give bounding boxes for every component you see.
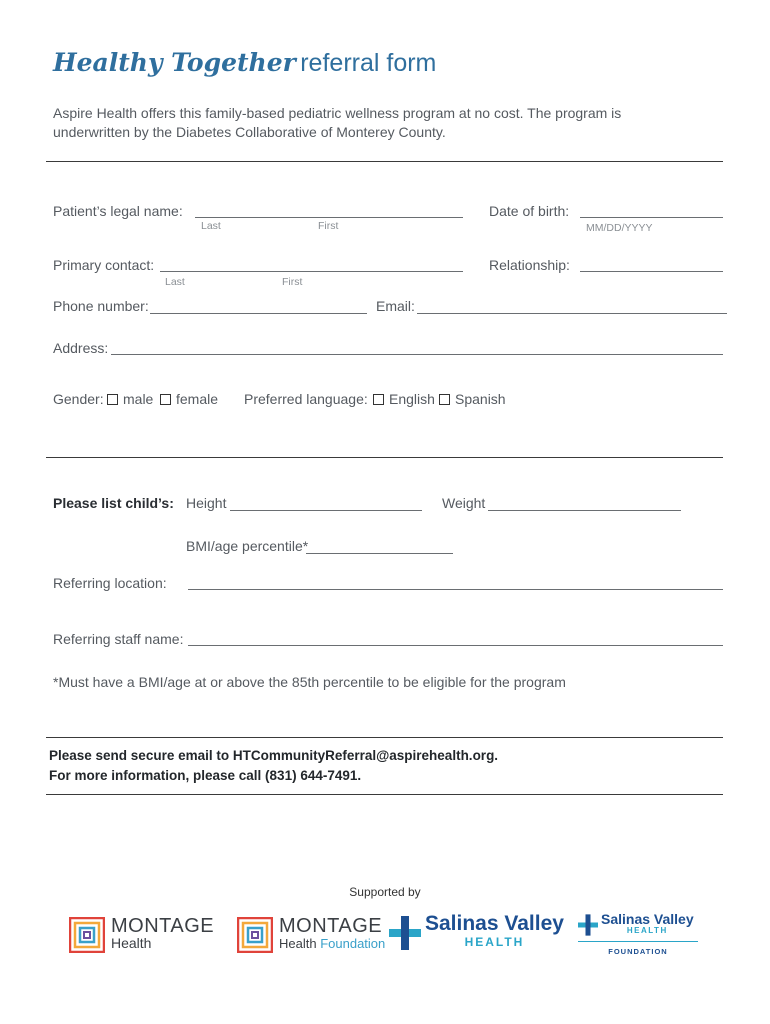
montage-health-logo — [69, 917, 214, 953]
email-field[interactable] — [417, 313, 727, 314]
gender-label: Gender: — [53, 391, 104, 407]
male-checkbox[interactable] — [107, 394, 118, 405]
phone-label: Phone number: — [53, 298, 149, 314]
montage-name: MONTAGE — [279, 915, 383, 937]
supported-by: Supported by — [349, 885, 421, 899]
english-label: English — [389, 391, 435, 407]
contact-last-hint: Last — [165, 276, 185, 288]
spanish-label: Spanish — [455, 391, 506, 407]
plus-cross-icon — [389, 916, 421, 950]
referring-location-label: Referring location: — [53, 575, 167, 591]
montage-foundation: Foundation — [320, 936, 386, 951]
bmi-field[interactable] — [306, 553, 453, 554]
referring-staff-label: Referring staff name: — [53, 631, 184, 647]
svh-name: Salinas Valley — [425, 912, 564, 935]
dob-field[interactable] — [580, 217, 723, 218]
email-instruction: Please send secure email to HTCommunityReferral@aspirehealth.org. — [49, 748, 499, 763]
referring-location-field[interactable] — [188, 589, 723, 590]
divider — [46, 457, 723, 458]
contact-info — [49, 746, 498, 786]
dob-label: Date of birth: — [489, 203, 570, 219]
phone-instruction: For more information, please call (831) 644-7491. — [49, 768, 362, 783]
primary-contact-field[interactable] — [160, 271, 463, 272]
montage-square-icon — [237, 917, 273, 953]
relationship-field[interactable] — [580, 271, 723, 272]
spanish-checkbox[interactable] — [439, 394, 450, 405]
male-label: male — [123, 391, 154, 407]
salinas-valley-foundation-logo — [578, 913, 698, 956]
child-list-label: Please list child’s: — [53, 495, 174, 511]
divider — [46, 794, 723, 795]
montage-name: MONTAGE — [111, 915, 215, 937]
address-field[interactable] — [111, 354, 723, 355]
referring-staff-field[interactable] — [188, 645, 723, 646]
svh-sub: HEALTH — [464, 935, 525, 949]
first-hint: First — [318, 220, 339, 232]
intro-text: Aspire Health offers this family-based pediatric wellness program at no cost. The program is underwritten by the Diabetes Collaborative of Monterey County. — [53, 105, 622, 140]
gender-female-option[interactable] — [160, 391, 218, 407]
language-spanish-option[interactable] — [439, 391, 506, 407]
weight-field[interactable] — [488, 510, 681, 511]
english-checkbox[interactable] — [373, 394, 384, 405]
language-label: Preferred language: — [244, 391, 368, 407]
svhf-sub: HEALTH — [626, 926, 668, 935]
relationship-label: Relationship: — [489, 257, 570, 273]
montage-health: Health — [111, 935, 152, 951]
address-label: Address: — [53, 340, 109, 356]
montage-foundation-logo — [237, 917, 385, 953]
contact-first-hint: First — [282, 276, 303, 288]
divider — [46, 161, 723, 162]
bmi-label: BMI/age percentile* — [186, 538, 309, 554]
legal-name-field[interactable] — [195, 217, 463, 218]
email-label: Email: — [376, 298, 415, 314]
svhf-name: Salinas Valley — [601, 911, 694, 927]
form-title — [53, 48, 436, 78]
legal-name-label: Patient’s legal name: — [53, 203, 183, 219]
gender-male-option[interactable] — [107, 391, 153, 407]
salinas-valley-health-logo — [389, 912, 564, 951]
height-label: Height — [186, 495, 227, 511]
montage-square-icon — [69, 917, 105, 953]
phone-field[interactable] — [150, 313, 367, 314]
primary-contact-label: Primary contact: — [53, 257, 155, 273]
plus-cross-icon — [578, 914, 598, 936]
title-rest: referral form — [300, 49, 437, 77]
female-checkbox[interactable] — [160, 394, 171, 405]
dob-hint: MM/DD/YYYY — [586, 222, 653, 234]
female-label: female — [176, 391, 219, 407]
divider — [46, 737, 723, 738]
last-hint: Last — [201, 220, 221, 232]
height-field[interactable] — [230, 510, 422, 511]
language-english-option[interactable] — [373, 391, 435, 407]
montage-health: Health — [279, 936, 317, 951]
eligibility-note: *Must have a BMI/age at or above the 85th percentile to be eligible for the program — [53, 674, 566, 690]
weight-label: Weight — [442, 495, 486, 511]
title-script: Healthy Together — [53, 48, 296, 77]
svhf-foundation: FOUNDATION — [578, 941, 698, 956]
